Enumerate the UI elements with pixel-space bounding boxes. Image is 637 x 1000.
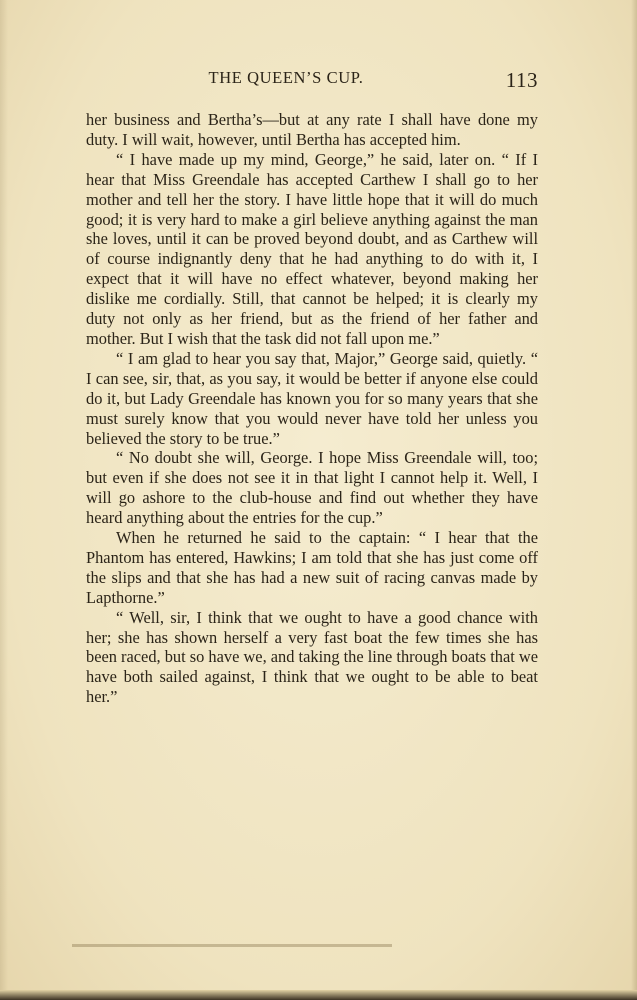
paragraph: When he returned he said to the captain: “ I hear that the Phantom has entered, Hawkins; I am told that she has just come off the slips and that she has had a new suit of racing canvas made by Lapthorne.” <box>86 528 538 607</box>
page-number: 113 <box>505 68 538 92</box>
paragraph: her business and Bertha’s—but at any rate I shall have done my duty. I will wait, however, until Bertha has accepted him. <box>86 110 538 149</box>
paragraph: “ I am glad to hear you say that, Major,” George said, quietly. “ I can see, sir, that, as you say, it would be better if anyone else could do it, but Lady Greendale has known you for so many years that she must surely know that you would never have told her unless you believed the story to be true.” <box>86 348 538 448</box>
paragraph: “ I have made up my mind, George,” he said, later on. “ If I hear that Miss Greendale has accepted Carthew I shall go to her mother and tell her the story. I have little hope that it will do much good; it is very hard to make a girl believe anything against the man she loves, until it can be proved beyond doubt, and as Carthew will of course indignantly deny that he had anything to do with it, I expect that it will have no effect whatever, beyond making her dislike me cordially. Still, that cannot be helped; it is clearly my duty not only as her friend, but as the friend of her father and mother. But I wish that the task did not fall upon me.” <box>86 149 538 348</box>
body-text <box>86 110 538 707</box>
running-head: THE QUEEN’S CUP. <box>208 68 364 87</box>
page-bottom-edge <box>0 990 637 1000</box>
page-smudge <box>72 944 392 947</box>
page-header <box>86 62 538 96</box>
paragraph: “ No doubt she will, George. I hope Miss Greendale will, too; but even if she does not see it in that light I cannot help it. Well, I will go ashore to the club-house and find out whether they have heard anything about the entries for the cup.” <box>86 448 538 528</box>
page-edge-shadow <box>631 0 637 1000</box>
paragraph: “ Well, sir, I think that we ought to have a good chance with her; she has shown herself a very fast boat the few times she has been raced, but so have we, and taking the line through boats that we have both sailed against, I think that we ought to be able to beat her.” <box>86 607 538 707</box>
page-gutter-shadow <box>0 0 8 1000</box>
